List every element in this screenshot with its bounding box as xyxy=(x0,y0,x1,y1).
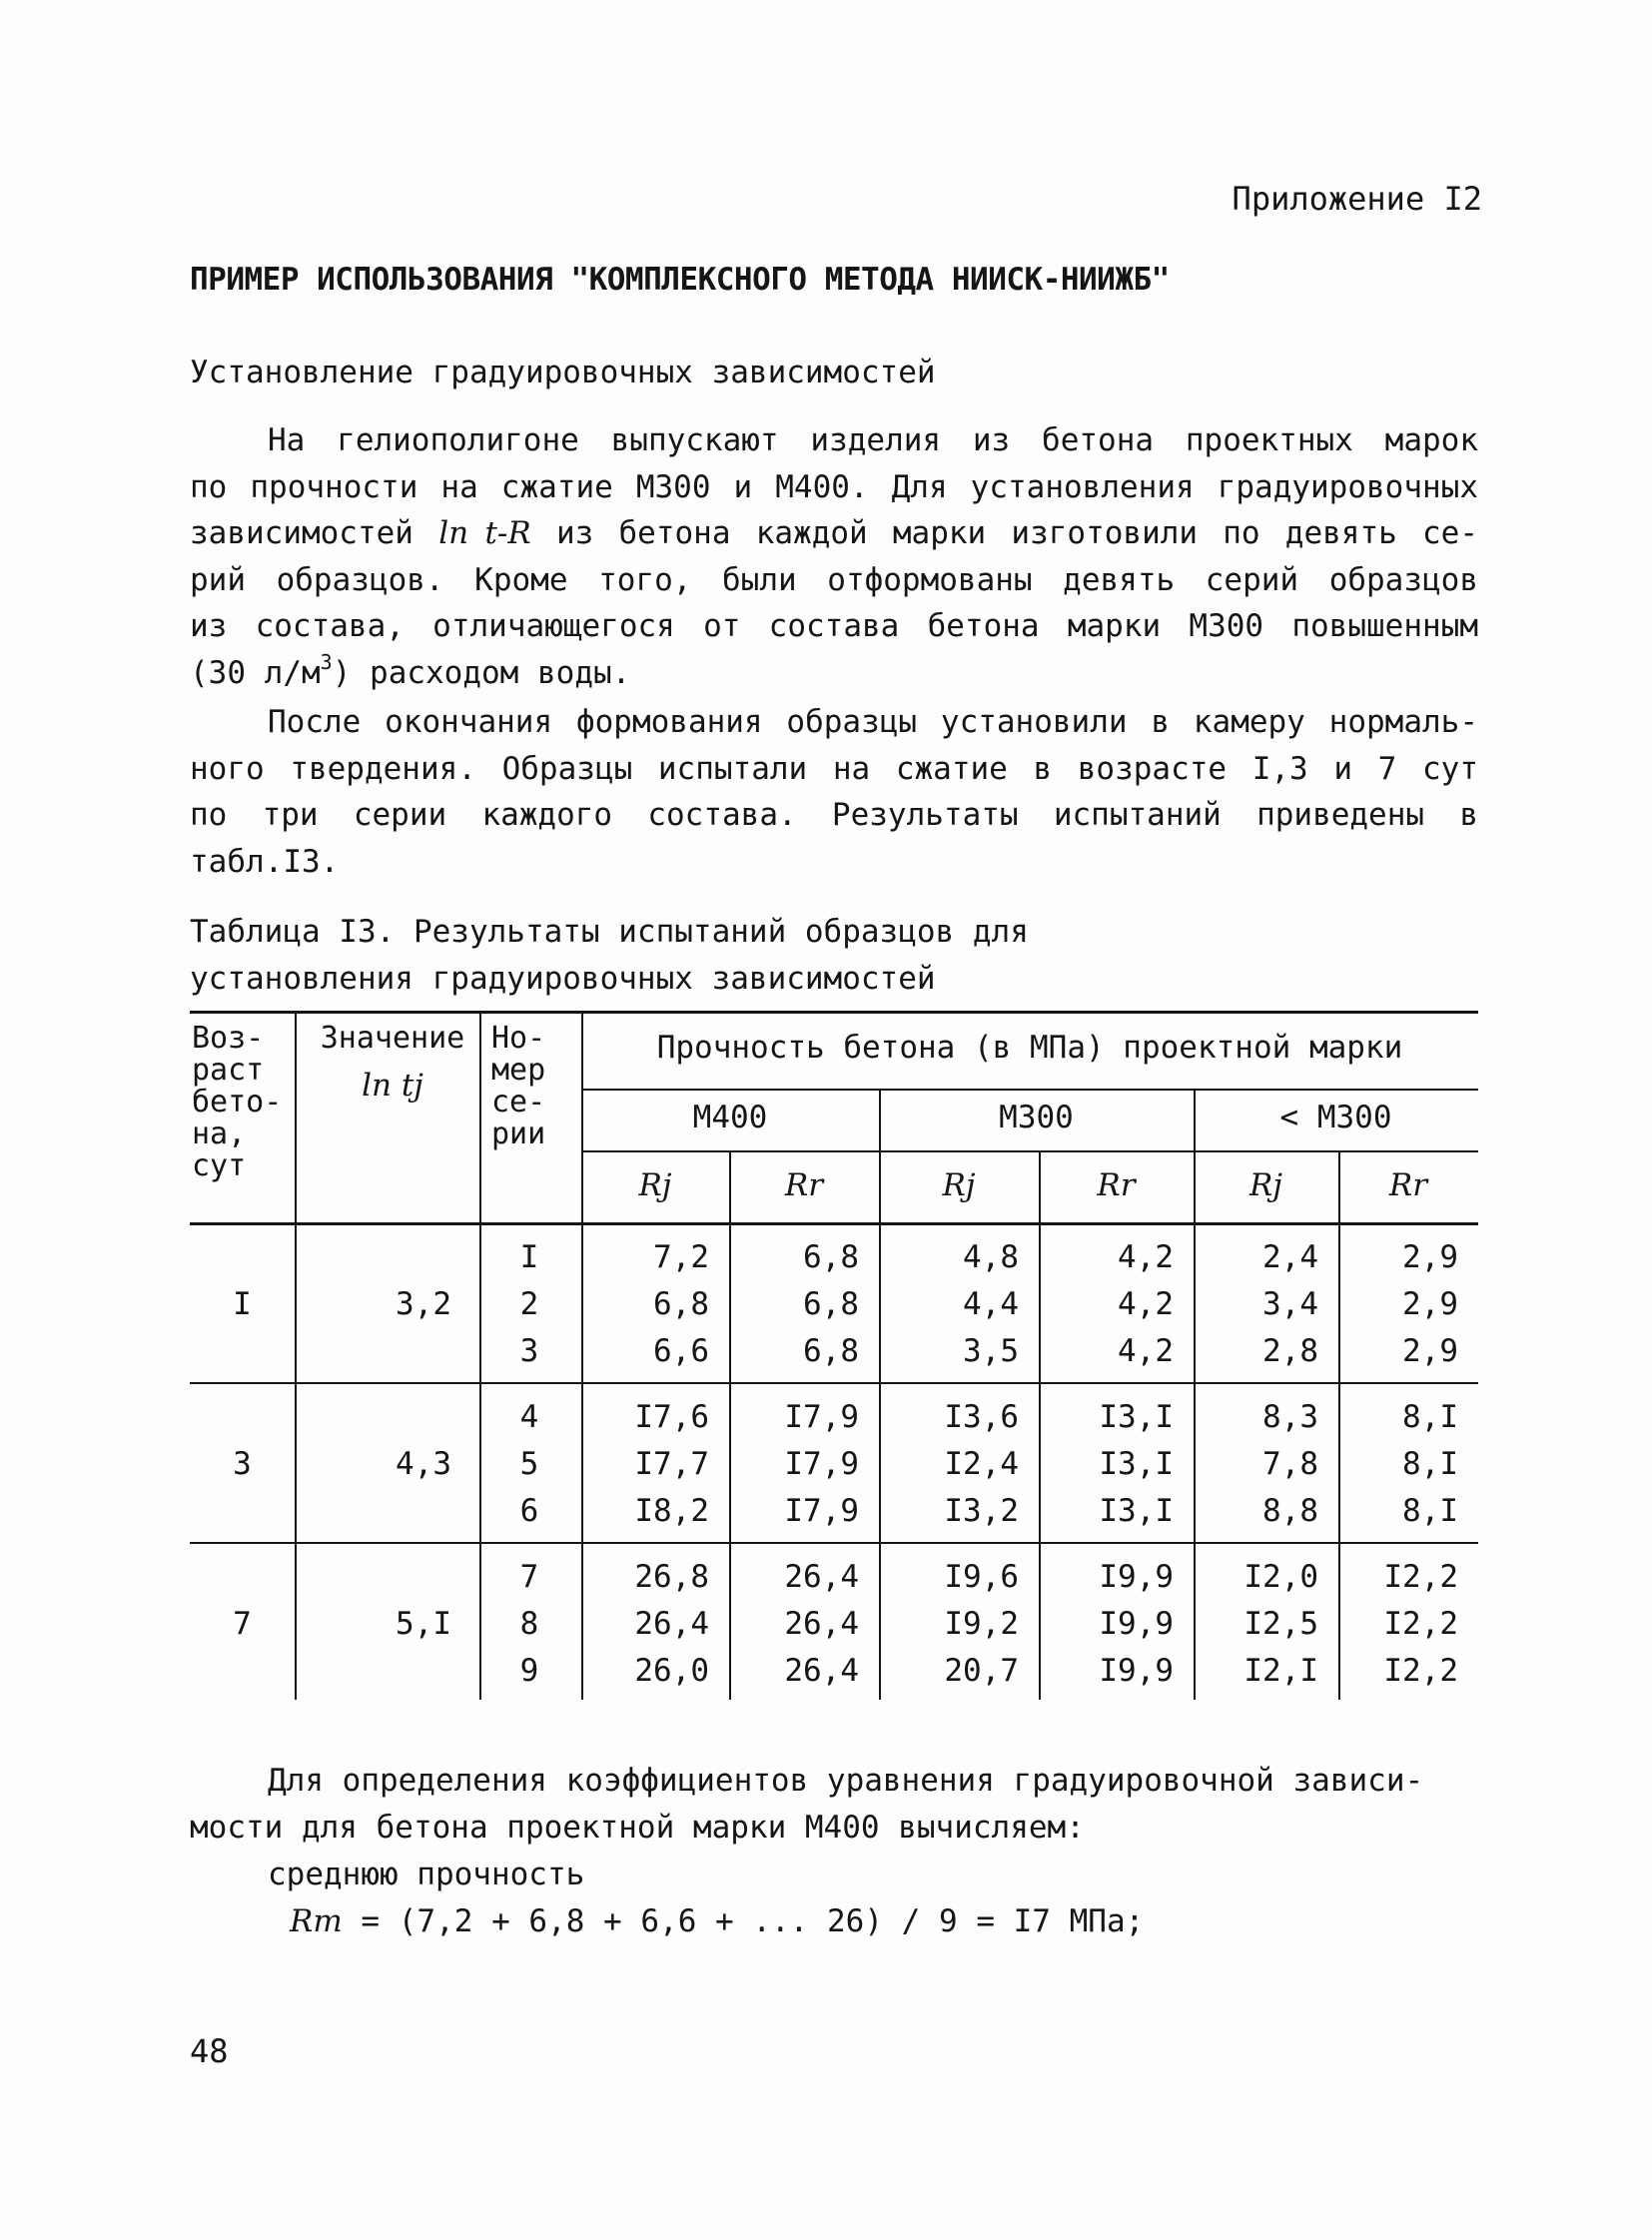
cell-value: 7,2 xyxy=(653,1239,709,1275)
cell-value: 6,6 xyxy=(653,1333,709,1369)
formula-ln-t-r: ln t-R xyxy=(438,515,531,551)
paragraph-2-line-4: табл.I3. xyxy=(190,843,340,880)
cell-value: I7,7 xyxy=(634,1446,709,1482)
paragraph-2 xyxy=(190,699,1478,885)
paragraph-1-line-5: из состава, отличающегося от состава бетона марки М300 повышенным xyxy=(190,608,1478,644)
section-subtitle: Установление градуировочных зависимостей xyxy=(190,355,936,390)
cell-value: 6,8 xyxy=(803,1286,859,1322)
cell-value: 4,2 xyxy=(1118,1239,1174,1275)
cell-age: I xyxy=(233,1286,252,1322)
cell-value: 4,2 xyxy=(1118,1333,1174,1369)
cell-value: 6,8 xyxy=(803,1333,859,1369)
cell-lnt: 4,3 xyxy=(396,1446,451,1482)
header-series-line: мер xyxy=(491,1053,546,1088)
cell-value: I3,I xyxy=(1099,1493,1174,1529)
col-line-age xyxy=(295,1011,297,1700)
header-sub-rj: Rj xyxy=(942,1167,976,1203)
cell-value: I7,9 xyxy=(784,1493,859,1529)
paragraph-2-line-2: ного твердения. Образцы испытали на сжатие в возрасте I,3 и 7 сут xyxy=(190,750,1478,787)
cell-series: 7 xyxy=(519,1559,539,1595)
cell-value: 26,8 xyxy=(634,1559,709,1595)
cell-value: I2,2 xyxy=(1383,1653,1458,1689)
cell-value: I7,9 xyxy=(784,1446,859,1482)
paragraph-1-line-3 xyxy=(190,510,1478,557)
header-series xyxy=(491,1023,581,1150)
cell-value: I8,2 xyxy=(634,1493,709,1529)
cell-value: 3,4 xyxy=(1262,1286,1318,1322)
page-number: 48 xyxy=(190,2032,229,2070)
p1-l6-a: (30 л/м xyxy=(190,654,321,691)
cell-value: I2,2 xyxy=(1383,1559,1458,1595)
cell-series: 8 xyxy=(519,1606,539,1642)
p1-l3-a: зависимостей xyxy=(190,515,413,551)
group-divider-1 xyxy=(190,1382,1478,1384)
cell-value: 26,4 xyxy=(634,1606,709,1642)
p1-l6-b: ) расходом воды. xyxy=(332,654,631,691)
cell-lnt: 3,2 xyxy=(396,1286,451,1322)
results-table xyxy=(190,1011,1478,1700)
cell-value: 8,8 xyxy=(1262,1493,1318,1529)
cell-value: 4,2 xyxy=(1118,1286,1174,1322)
p1-l3-b: из бетона каждой марки изготовили по девять се- xyxy=(555,515,1478,551)
cell-value: 2,9 xyxy=(1402,1239,1458,1275)
header-value: Значение xyxy=(320,1021,465,1056)
cell-value: I7,9 xyxy=(784,1399,859,1435)
cell-value: I9,2 xyxy=(944,1606,1019,1642)
paragraph-1-line-1: На гелиополигоне выпускают изделия из бетона проектных марок xyxy=(268,422,1478,458)
header-strength: Прочность бетона (в МПа) проектной марки xyxy=(656,1030,1403,1066)
paragraph-2-line-3: по три серии каждого состава. Результаты испытаний приведены в xyxy=(190,797,1478,833)
header-sub-rr: Rr xyxy=(784,1167,824,1203)
header-grade-lt300: < М300 xyxy=(1279,1100,1392,1135)
cell-value: 8,I xyxy=(1402,1446,1458,1482)
header-grade-m300: М300 xyxy=(999,1100,1074,1135)
cell-lnt: 5,I xyxy=(396,1606,451,1642)
p1-l6-sup: 3 xyxy=(320,649,333,674)
cell-series: 6 xyxy=(519,1493,539,1529)
cell-value: I2,I xyxy=(1243,1653,1318,1689)
header-age-line: бето- xyxy=(192,1085,283,1120)
cell-series: 2 xyxy=(519,1286,539,1322)
cell-value: I3,2 xyxy=(944,1493,1019,1529)
cell-value: I2,0 xyxy=(1243,1559,1318,1595)
cell-value: 2,9 xyxy=(1402,1333,1458,1369)
cell-value: 26,4 xyxy=(784,1559,859,1595)
cell-value: 4,4 xyxy=(963,1286,1019,1322)
cell-value: 20,7 xyxy=(944,1653,1019,1689)
header-sub-rr: Rr xyxy=(1097,1167,1136,1203)
cell-series: 9 xyxy=(519,1653,539,1689)
cell-age: 7 xyxy=(233,1606,252,1642)
paragraph-2-line-1: После окончания формования образцы установили в камеру нормаль- xyxy=(268,704,1478,740)
cell-value: 3,5 xyxy=(963,1333,1019,1369)
paragraph-1-line-4: рий образцов. Кроме того, были отформованы девять серий образцов xyxy=(190,561,1478,598)
cell-value: I2,4 xyxy=(944,1446,1019,1482)
cell-value: I9,9 xyxy=(1099,1606,1174,1642)
formula-line xyxy=(290,1903,1144,1939)
cell-series: 4 xyxy=(519,1399,539,1435)
cell-value: 7,8 xyxy=(1262,1446,1318,1482)
header-series-line: Но- xyxy=(491,1021,546,1056)
cell-value: 6,8 xyxy=(803,1239,859,1275)
cell-value: 2,8 xyxy=(1262,1333,1318,1369)
cell-value: I3,I xyxy=(1099,1399,1174,1435)
after-line-3: среднюю прочность xyxy=(268,1857,585,1892)
header-value-formula: ln tj xyxy=(362,1068,423,1104)
cell-value: 26,4 xyxy=(784,1653,859,1689)
cell-value: 26,0 xyxy=(634,1653,709,1689)
cell-series: 3 xyxy=(519,1333,539,1369)
after-line-1: Для определения коэффициентов уравнения градуировочной зависи- xyxy=(268,1763,1424,1799)
header-bottom-border xyxy=(190,1222,1478,1225)
cell-value: 8,3 xyxy=(1262,1399,1318,1435)
header-age-line: раст xyxy=(192,1053,265,1088)
paragraph-1-line-2: по прочности на сжатие М300 и М400. Для установления градуировочных xyxy=(190,468,1478,505)
cell-value: I2,2 xyxy=(1383,1606,1458,1642)
formula-rm: Rm xyxy=(290,1903,343,1939)
cell-value: I7,6 xyxy=(634,1399,709,1435)
header-age-line: на, xyxy=(192,1117,247,1151)
paragraph-1 xyxy=(190,417,1478,696)
grade-header-line xyxy=(581,1089,1478,1091)
subheader-line xyxy=(581,1150,1478,1152)
appendix-label: Приложение I2 xyxy=(1232,180,1482,218)
table-caption xyxy=(190,909,1029,1003)
header-sub-rj: Rj xyxy=(1249,1167,1282,1203)
cell-value: I9,6 xyxy=(944,1559,1019,1595)
header-sub-rr: Rr xyxy=(1388,1167,1428,1203)
cell-series: 5 xyxy=(519,1446,539,1482)
group-divider-2 xyxy=(190,1542,1478,1544)
cell-value: I9,9 xyxy=(1099,1653,1174,1689)
cell-series: I xyxy=(519,1239,539,1275)
cell-value: 26,4 xyxy=(784,1606,859,1642)
table-caption-line-1: Таблица I3. Результаты испытаний образцов для xyxy=(190,914,1029,950)
cell-value: I9,9 xyxy=(1099,1559,1174,1595)
header-sub-rj: Rj xyxy=(638,1167,672,1203)
cell-age: 3 xyxy=(233,1446,252,1482)
header-grade-m400: М400 xyxy=(692,1100,768,1135)
cell-value: 8,I xyxy=(1402,1399,1458,1435)
cell-value: 6,8 xyxy=(653,1286,709,1322)
cell-value: 2,4 xyxy=(1262,1239,1318,1275)
cell-value: I3,6 xyxy=(944,1399,1019,1435)
paragraph-1-line-6 xyxy=(190,650,1478,697)
cell-value: 8,I xyxy=(1402,1493,1458,1529)
col-line-value xyxy=(479,1011,481,1700)
table-caption-line-2: установления градуировочных зависимостей xyxy=(190,961,936,997)
formula-body: = (7,2 + 6,8 + 6,6 + ... 26) / 9 = I7 МПа; xyxy=(361,1903,1145,1939)
page-title: ПРИМЕР ИСПОЛЬЗОВАНИЯ "КОМПЛЕКСНОГО МЕТОДА НИИСК-НИИЖБ" xyxy=(190,262,1170,298)
after-line-2: мости для бетона проектной марки М400 вычисляем: xyxy=(190,1810,1085,1846)
cell-value: I3,I xyxy=(1099,1446,1174,1482)
header-series-line: рии xyxy=(491,1117,546,1151)
header-age xyxy=(192,1023,292,1182)
header-age-line: сут xyxy=(192,1148,247,1183)
header-age-line: Воз- xyxy=(192,1021,265,1056)
header-series-line: се- xyxy=(491,1085,546,1120)
table-top-border xyxy=(190,1011,1478,1014)
cell-value: 4,8 xyxy=(963,1239,1019,1275)
cell-value: 2,9 xyxy=(1402,1286,1458,1322)
cell-value: I2,5 xyxy=(1243,1606,1318,1642)
